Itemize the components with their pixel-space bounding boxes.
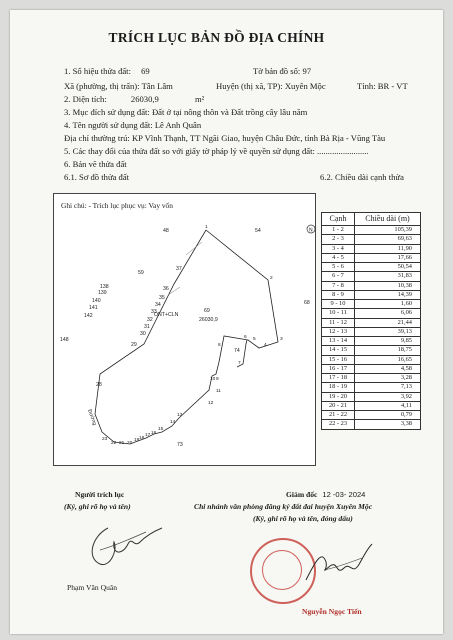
issue-date-row	[286, 490, 365, 499]
vertex-1: 1	[205, 225, 208, 230]
edge-row	[322, 355, 421, 364]
edge-length-cell: 21,44	[355, 318, 421, 327]
edge-lengths-heading: 6.2. Chiều dài cạnh thửa	[320, 172, 404, 182]
side-label-140: 140	[92, 298, 101, 304]
changes-row	[64, 146, 369, 156]
area-label: 2. Diện tích:	[64, 94, 107, 104]
side-label-33: 33	[151, 309, 157, 315]
side-label-32: 32	[147, 317, 153, 323]
extractor-name: Phạm Văn Quân	[67, 583, 118, 592]
edge-name-cell: 5 - 6	[322, 263, 355, 272]
edge-name-cell: 6 - 7	[322, 272, 355, 281]
edge-length-cell: 50,54	[355, 263, 421, 272]
extractor-signature	[88, 520, 168, 570]
edge-length-cell: 105,39	[355, 226, 421, 235]
edge-row	[322, 309, 421, 318]
edge-name-cell: 20 - 21	[322, 401, 355, 410]
parcel-number-row	[64, 66, 150, 76]
parcel-number-label: 1. Số hiệu thửa đất:	[64, 66, 131, 76]
edge-name-cell: 19 - 20	[322, 392, 355, 401]
area-value: 26030,9	[130, 94, 159, 104]
edge-row	[322, 281, 421, 290]
vertex-15: 15	[158, 427, 164, 432]
vertex-7: 7	[238, 361, 241, 366]
edge-length-cell: 16,65	[355, 355, 421, 364]
issue-date: 12 -03- 2024	[322, 490, 366, 499]
director-name: Nguyễn Ngọc Tiến	[302, 607, 362, 616]
vertex-12: 12	[208, 401, 214, 406]
edge-row	[322, 263, 421, 272]
length-column-header: Chiều dài (m)	[355, 213, 421, 226]
edge-length-cell: 3,92	[355, 392, 421, 401]
vertex-2: 2	[270, 276, 273, 281]
side-label-35: 35	[159, 295, 165, 301]
address-value: KP Vĩnh Thạnh, TT Ngãi Giao, huyện Châu Đức, tỉnh Bà Rịa - Vũng Tàu	[131, 133, 386, 143]
district-value: Xuyên Mộc	[284, 81, 326, 91]
vertex-21: 21	[119, 441, 125, 446]
area-unit: m²	[194, 94, 205, 104]
edge-length-cell: 39,13	[355, 327, 421, 336]
edge-length-cell: 4,11	[355, 401, 421, 410]
edge-row	[322, 401, 421, 410]
road-label: Đường	[86, 408, 98, 427]
edge-name-cell: 8 - 9	[322, 290, 355, 299]
edge-name-cell: 9 - 10	[322, 300, 355, 309]
edge-length-cell: 7,13	[355, 383, 421, 392]
parcel-sketch	[53, 193, 316, 466]
side-label-31: 31	[144, 324, 150, 330]
vertex-9: 9	[216, 377, 219, 382]
commune-value: Tân Lâm	[141, 81, 173, 91]
parcel-number-on-map: 69	[204, 308, 210, 314]
map-sheet-value: 97	[302, 66, 312, 76]
edge-row	[322, 364, 421, 373]
vertex-22: 22	[111, 441, 117, 446]
edge-table-body	[322, 226, 421, 430]
vertex-23: 23	[102, 437, 108, 442]
neighbor-lines	[168, 242, 202, 295]
edge-row	[322, 383, 421, 392]
vertex-5: 5	[253, 337, 256, 342]
edge-length-cell: 3,28	[355, 374, 421, 383]
edge-row	[322, 374, 421, 383]
neighbor-parcel-148: 148	[60, 337, 69, 343]
edge-row	[322, 318, 421, 327]
sketch-heading: 6.1. Sơ đồ thửa đất	[64, 172, 130, 182]
neighbor-parcel-59: 59	[138, 270, 144, 276]
side-label-34: 34	[155, 302, 161, 308]
vertex-4: 4	[264, 343, 267, 348]
vertex-13: 13	[177, 413, 183, 418]
vertex-19: 19	[134, 438, 140, 443]
commune-row	[64, 81, 173, 91]
neighbor-parcel-68: 68	[304, 300, 310, 306]
user-value: Lê Anh Quân	[154, 120, 202, 130]
commune-label: Xã (phường, thị trấn):	[64, 81, 140, 91]
side-label-36: 36	[163, 286, 169, 292]
edge-length-cell: 9,85	[355, 337, 421, 346]
purpose-label: 3. Mục đích sử dụng đất:	[64, 107, 150, 117]
purpose-row	[64, 107, 307, 117]
edge-row	[322, 290, 421, 299]
edge-length-cell: 11,90	[355, 244, 421, 253]
parcel-landuse-label: ONT+CLN	[154, 312, 179, 318]
side-label-30: 30	[140, 331, 146, 337]
edge-length-cell: 1,60	[355, 300, 421, 309]
edge-name-cell: 22 - 23	[322, 420, 355, 429]
edge-name-cell: 14 - 15	[322, 346, 355, 355]
vertex-3: 3	[280, 337, 283, 342]
edge-name-cell: 1 - 2	[322, 226, 355, 235]
side-label-28: 28	[96, 382, 102, 388]
edge-length-cell: 4,58	[355, 364, 421, 373]
changes-dots: ........................	[317, 146, 369, 156]
edge-length-cell: 10,38	[355, 281, 421, 290]
address-row	[64, 133, 385, 143]
district-label: Huyện (thị xã, TP):	[216, 81, 283, 91]
edge-row	[322, 420, 421, 429]
area-row	[64, 94, 204, 104]
neighbor-parcel-54: 54	[255, 228, 261, 234]
edge-length-cell: 3,38	[355, 420, 421, 429]
edge-row	[322, 411, 421, 420]
user-row	[64, 120, 201, 130]
edge-lengths-table	[321, 212, 421, 430]
vertex-16: 16	[151, 431, 157, 436]
edge-name-cell: 3 - 4	[322, 244, 355, 253]
side-label-37: 37	[176, 266, 182, 272]
user-label: 4. Tên người sử dụng đất:	[64, 120, 153, 130]
edge-row	[322, 244, 421, 253]
map-sheet-label: Tờ bản đồ số:	[253, 66, 301, 76]
edge-row	[322, 253, 421, 262]
edge-length-cell: 17,66	[355, 253, 421, 262]
director-label: Giám đốc	[286, 490, 318, 499]
edge-name-cell: 12 - 13	[322, 327, 355, 336]
vertex-6: 6	[244, 335, 247, 340]
edge-name-cell: 11 - 12	[322, 318, 355, 327]
province-value: BR - VT	[377, 81, 408, 91]
side-label-141: 141	[89, 305, 98, 311]
edge-name-cell: 4 - 5	[322, 253, 355, 262]
extractor-role: Người trích lục	[75, 490, 125, 499]
parcel-boundary	[95, 230, 278, 444]
edge-length-cell: 69,63	[355, 235, 421, 244]
side-label-139: 139	[98, 290, 107, 296]
province-row	[357, 81, 408, 91]
edge-length-cell: 31,83	[355, 272, 421, 281]
issuer-hint: (Ký, ghi rõ họ và tên, đóng dấu)	[253, 514, 353, 523]
edge-name-cell: 13 - 14	[322, 337, 355, 346]
edge-length-cell: 18,75	[355, 346, 421, 355]
edge-name-cell: 7 - 8	[322, 281, 355, 290]
vertex-11: 11	[216, 389, 221, 394]
edge-row	[322, 272, 421, 281]
edge-row	[322, 300, 421, 309]
edge-name-cell: 18 - 19	[322, 383, 355, 392]
edge-name-cell: 16 - 17	[322, 364, 355, 373]
edge-row	[322, 235, 421, 244]
edge-row	[322, 327, 421, 336]
extractor-hint: (Ký, ghi rõ họ và tên)	[64, 502, 131, 511]
address-label: Địa chỉ thường trú:	[64, 133, 130, 143]
drawing-heading: 6. Bản vẽ thửa đất	[64, 159, 127, 169]
parcel-area-on-map: 26030,9	[199, 317, 218, 323]
edge-name-cell: 10 - 11	[322, 309, 355, 318]
edge-length-cell: 14,39	[355, 290, 421, 299]
edge-name-cell: 21 - 22	[322, 411, 355, 420]
document-title: TRÍCH LỤC BẢN ĐỒ ĐỊA CHÍNH	[108, 30, 325, 45]
director-signature	[300, 540, 380, 586]
edge-column-header: Cạnh	[322, 213, 355, 226]
parcel-number-value: 69	[141, 66, 150, 76]
neighbor-parcel-73: 73	[177, 442, 183, 448]
edge-name-cell: 2 - 3	[322, 235, 355, 244]
edge-row	[322, 226, 421, 235]
edge-length-cell: 6,06	[355, 309, 421, 318]
edge-name-cell: 17 - 18	[322, 374, 355, 383]
side-label-142: 142	[84, 313, 93, 319]
vertex-10: 10	[210, 377, 216, 382]
issuing-office: Chi nhánh văn phòng đăng ký đất đai huyện Xuyên Mộc	[194, 502, 373, 511]
inner-parcel-number: 74	[234, 348, 240, 354]
changes-label: 5. Các thay đổi của thửa đất so với giấy tờ pháp lý về quyền sử dụng đất:	[64, 146, 315, 156]
edge-row	[322, 346, 421, 355]
map-sheet-row	[253, 66, 311, 76]
side-label-138: 138	[100, 284, 109, 290]
purpose-value: Đất ở tại nông thôn và Đất trồng cây lâu năm	[151, 107, 308, 117]
side-label-29: 29	[131, 342, 137, 348]
north-letter: N	[309, 227, 313, 234]
vertex-18: 18	[139, 436, 145, 441]
district-row	[216, 81, 326, 91]
edge-name-cell: 15 - 16	[322, 355, 355, 364]
edge-row	[322, 337, 421, 346]
neighbor-parcel-48: 48	[163, 228, 169, 234]
vertex-14: 14	[170, 420, 176, 425]
edge-table-header	[322, 213, 421, 226]
map-note: Ghi chú: - Trích lục phục vụ: Vay vốn	[61, 201, 173, 210]
vertex-17: 17	[145, 433, 151, 438]
edge-row	[322, 392, 421, 401]
edge-length-cell: 0,79	[355, 411, 421, 420]
province-label: Tỉnh:	[357, 81, 376, 91]
vertex-8: 8	[218, 343, 221, 348]
vertex-labels	[102, 224, 283, 446]
vertex-20: 20	[127, 441, 133, 446]
